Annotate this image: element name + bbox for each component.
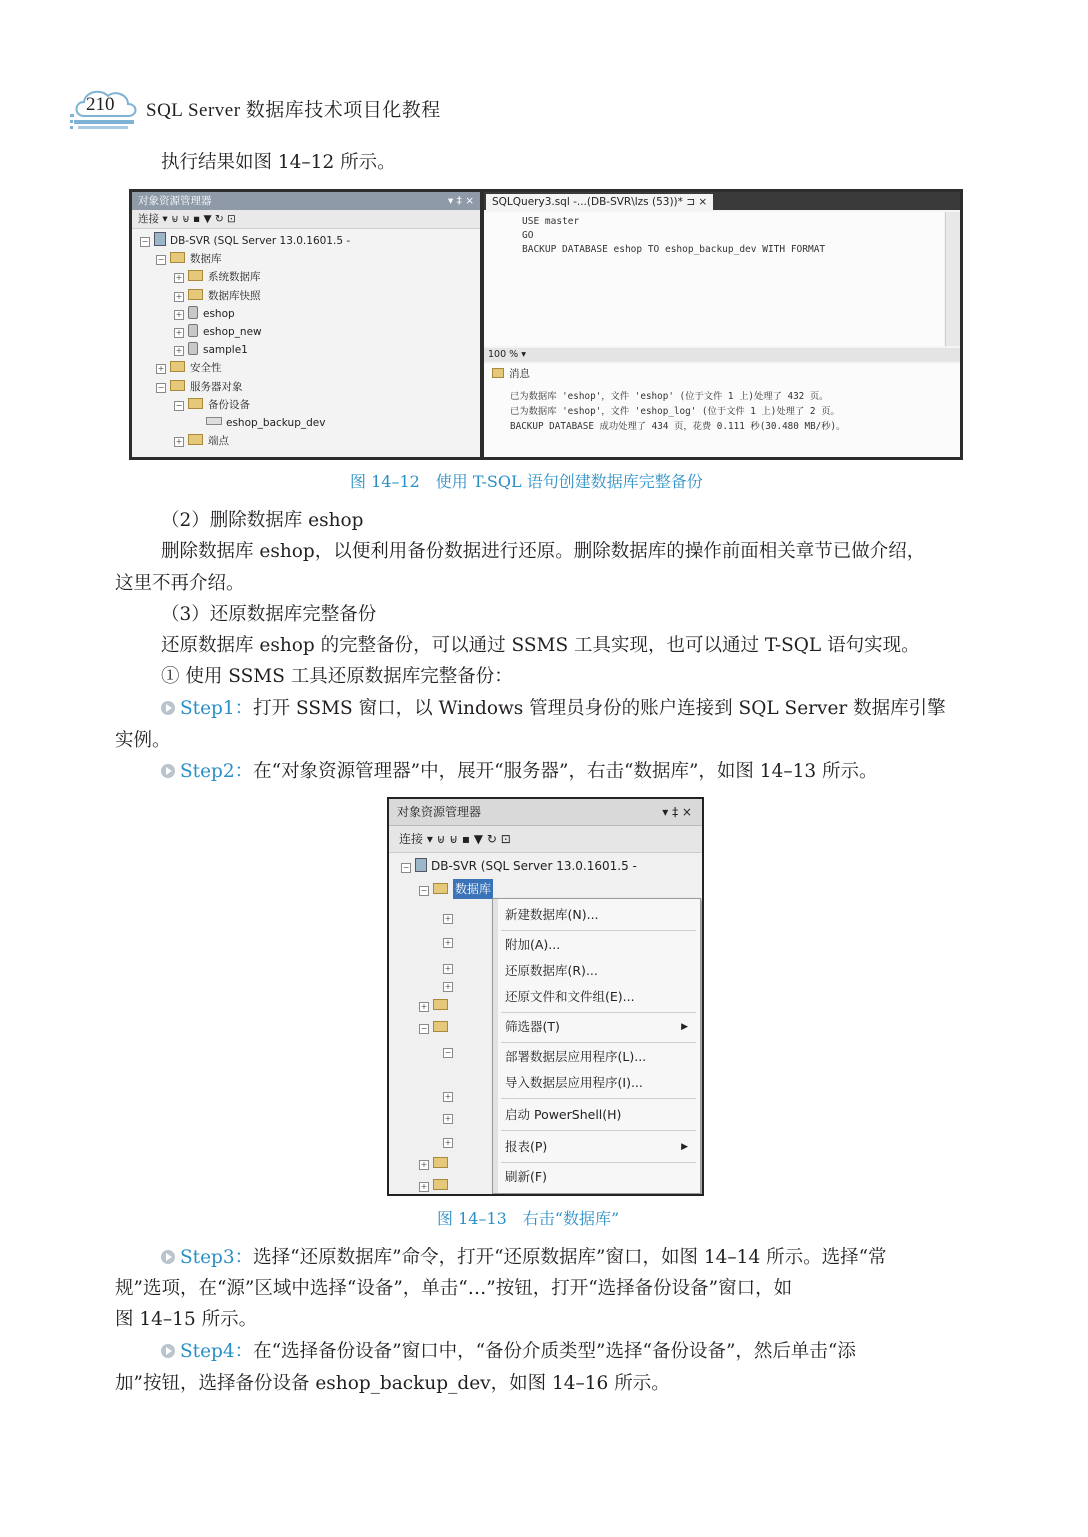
tree-node-eshop[interactable]: + eshop — [175, 307, 235, 320]
collapse-icon[interactable]: − — [402, 863, 410, 872]
expand-icon[interactable]: + — [444, 1114, 452, 1123]
menu-item-deploy-dac[interactable]: 部署数据层应用程序(L)... — [505, 1049, 647, 1064]
play-bullet-icon — [161, 764, 175, 778]
list-item: ① 使用 SSMS 工具还原数据库完整备份： — [161, 666, 513, 687]
expand-icon[interactable]: + — [444, 1092, 452, 1101]
object-explorer-titlebar — [132, 192, 480, 210]
tree-expander — [419, 1175, 453, 1194]
step-label: Step3： — [180, 1247, 254, 1268]
tree-node-system-databases[interactable]: + 系统数据库 — [175, 271, 261, 284]
menu-item-restore-database[interactable]: 还原数据库(R)... — [505, 963, 598, 978]
step-label: Step4： — [180, 1341, 254, 1362]
step-4: Step4：在“选择备份设备”窗口中，“备份介质类型”选择“备份设备”，然后单击“添 — [161, 1340, 856, 1364]
expand-icon[interactable]: + — [175, 291, 183, 301]
play-bullet-icon — [161, 1344, 175, 1358]
object-explorer-panel — [389, 799, 702, 1194]
folder-icon — [433, 883, 448, 894]
tree-expander — [443, 957, 457, 977]
tree-node-eshop-new[interactable]: + eshop_new — [175, 325, 262, 338]
paragraph: 删除数据库 eshop，以便利用备份数据进行还原。删除数据库的操作前面相关章节已做介绍， — [161, 541, 926, 562]
paragraph: 规”选项，在“源”区域中选择“设备”，单击“…”按钮，打开“选择备份设备”窗口，如 — [115, 1278, 793, 1299]
tab-sqlquery3[interactable]: SQLQuery3.sql -...(DB-SVR\lzs (53))* ⊐ × — [486, 194, 713, 210]
page-header — [70, 86, 490, 134]
step-1: Step1：打开 SSMS 窗口，以 Windows 管理员身份的账户连接到 SQL Server 数据库引擎 — [161, 697, 946, 721]
figure-caption-14-13: 图 14–13 右击“数据库” — [437, 1209, 620, 1228]
tree-expander — [419, 1153, 453, 1173]
menu-item-restore-files[interactable]: 还原文件和文件组(E)... — [505, 989, 635, 1004]
expand-icon[interactable]: + — [175, 346, 183, 356]
menu-item-filter[interactable]: 筛选器(T) ▶ — [505, 1013, 692, 1041]
tree-node-backup-devices[interactable]: − 备份设备 — [175, 398, 250, 411]
figure-14-12-screenshot — [129, 189, 963, 460]
paragraph: 加”按钮，选择备份设备 eshop_backup_dev，如图 14–16 所示。 — [115, 1373, 670, 1394]
tree-expander — [443, 1041, 457, 1061]
database-icon — [188, 342, 198, 355]
object-explorer-title: 对象资源管理器 — [138, 195, 212, 207]
tree-node-server-objects[interactable]: − 服务器对象 — [157, 380, 243, 393]
tree-node-server[interactable]: − DB-SVR (SQL Server 13.0.1601.5 - — [402, 859, 637, 873]
collapse-icon[interactable]: − — [444, 1048, 452, 1057]
book-title: SQL Server 数据库技术项目化教程 — [146, 100, 441, 121]
tree-node-db-snapshots[interactable]: + 数据库快照 — [175, 289, 261, 302]
server-icon — [154, 232, 166, 246]
panel-controls-icon[interactable]: ▾ ‡ × — [448, 195, 474, 207]
tree-expander — [443, 1131, 457, 1151]
menu-gutter — [493, 899, 498, 1193]
tree-node-eshop-backup-dev[interactable]: eshop_backup_dev — [132, 414, 480, 432]
object-explorer-title: 对象资源管理器 — [397, 805, 482, 819]
tree-node-databases[interactable] — [419, 879, 493, 899]
tree-node-databases[interactable]: − 数据库 — [157, 253, 222, 266]
tree-expander — [443, 1085, 457, 1105]
section-heading-restore: （3）还原数据库完整备份 — [161, 604, 377, 625]
expand-icon[interactable]: + — [175, 309, 183, 319]
menu-item-reports[interactable]: 报表(P) ▶ — [505, 1133, 692, 1161]
panel-controls-icon[interactable]: ▾ ‡ × — [662, 805, 692, 819]
tree-expander — [443, 931, 457, 951]
message-line: 已为数据库 'eshop'，文件 'eshop_log' (位于文件 1 上)处理了 2 页。 — [510, 406, 840, 417]
step-label: Step2： — [180, 761, 254, 782]
query-editor-panel — [484, 192, 960, 457]
sql-editor[interactable] — [484, 212, 944, 346]
expand-icon[interactable]: + — [420, 1002, 428, 1011]
code-line: BACKUP DATABASE eshop TO eshop_backup_dev WITH FORMAT — [522, 244, 826, 255]
expand-icon[interactable]: + — [444, 914, 452, 923]
collapse-icon[interactable]: − — [175, 400, 183, 410]
message-line: 已为数据库 'eshop'，文件 'eshop' (位于文件 1 上)处理了 432 页。 — [510, 391, 829, 402]
tree-expander — [443, 1107, 457, 1127]
menu-separator — [501, 1098, 696, 1099]
figure-caption-14-12: 图 14–12 使用 T-SQL 语句创建数据库完整备份 — [350, 472, 703, 491]
expand-icon[interactable]: + — [444, 964, 452, 973]
expand-icon[interactable]: + — [420, 1160, 428, 1169]
tree-expander — [419, 1017, 453, 1037]
object-explorer-toolbar[interactable]: 连接 ▾ ⊌ ⊌ ▪ ▼ ↻ ⊡ — [389, 826, 702, 853]
expand-icon[interactable]: + — [444, 1138, 452, 1147]
folder-icon — [170, 361, 185, 372]
step-3: Step3：选择“还原数据库”命令，打开“还原数据库”窗口，如图 14–14 所示。选择“常 — [161, 1246, 887, 1270]
tree-expander — [419, 995, 453, 1015]
collapse-icon[interactable]: − — [157, 255, 165, 265]
messages-pane — [484, 364, 960, 457]
expand-icon[interactable]: + — [157, 364, 165, 374]
folder-icon — [188, 398, 203, 409]
expand-icon[interactable]: + — [444, 982, 452, 991]
play-bullet-icon — [161, 1250, 175, 1264]
paragraph: 这里不再介绍。 — [115, 573, 245, 594]
menu-item-refresh[interactable]: 刷新(F) — [505, 1169, 547, 1184]
folder-icon — [170, 252, 185, 263]
server-icon — [415, 858, 427, 872]
collapse-icon[interactable]: − — [141, 237, 149, 246]
expand-icon[interactable]: + — [175, 327, 183, 337]
folder-icon — [170, 380, 185, 391]
paragraph: 实例。 — [115, 730, 171, 751]
menu-separator — [501, 1130, 696, 1131]
tree-node-security[interactable]: + 安全性 — [157, 362, 222, 375]
code-line: USE master — [522, 216, 580, 227]
intro-text: 执行结果如图 14–12 所示。 — [161, 152, 396, 173]
message-line: BACKUP DATABASE 成功处理了 434 页，花费 0.111 秒(30.480 MB/秒)。 — [510, 421, 846, 432]
expand-icon[interactable]: + — [175, 273, 183, 283]
messages-icon — [492, 368, 504, 378]
backup-device-icon — [206, 417, 222, 425]
menu-item-attach[interactable]: 附加(A)... — [505, 937, 561, 952]
database-icon — [188, 324, 198, 337]
menu-item-powershell[interactable]: 启动 PowerShell(H) — [505, 1107, 622, 1122]
tree-expander — [443, 907, 457, 927]
menu-item-new-database[interactable]: 新建数据库(N)... — [505, 907, 599, 922]
expand-icon[interactable]: + — [420, 1182, 428, 1191]
folder-icon — [433, 999, 448, 1010]
zoom-select[interactable]: 100 % ▾ — [484, 348, 960, 362]
folder-icon — [433, 1179, 448, 1190]
submenu-arrow-icon: ▶ — [681, 1022, 688, 1032]
folder-icon — [188, 270, 203, 281]
object-explorer-toolbar[interactable]: 连接 ▾ ⊌ ⊌ ▪ ▼ ↻ ⊡ — [132, 210, 480, 229]
tree-node-endpoints[interactable]: + 端点 — [175, 435, 229, 448]
step-label: Step1： — [180, 698, 254, 719]
collapse-icon[interactable]: − — [420, 886, 428, 895]
selected-node-label: 数据库 — [453, 879, 493, 899]
step-2: Step2：在“对象资源管理器”中，展开“服务器”，右击“数据库”，如图 14–13 所示。 — [161, 760, 878, 784]
database-icon — [188, 306, 198, 319]
context-menu — [492, 898, 701, 1194]
tree-node-server[interactable]: − DB-SVR (SQL Server 13.0.1601.5 - — [132, 232, 480, 250]
expand-icon[interactable]: + — [444, 938, 452, 947]
code-line: GO — [522, 230, 534, 241]
folder-icon — [188, 434, 203, 445]
object-explorer-panel — [132, 192, 480, 457]
expand-icon[interactable]: + — [175, 437, 183, 447]
paragraph: 还原数据库 eshop 的完整备份，可以通过 SSMS 工具实现，也可以通过 T-SQL 语句实现。 — [161, 635, 920, 656]
collapse-icon[interactable]: − — [157, 382, 165, 392]
tree-node-sample1[interactable]: + sample1 — [175, 344, 248, 357]
messages-tab[interactable]: 消息 — [492, 366, 530, 381]
menu-item-import-dac[interactable]: 导入数据层应用程序(I)... — [505, 1075, 643, 1090]
folder-icon — [188, 289, 203, 300]
section-heading-delete: （2）删除数据库 eshop — [161, 510, 364, 531]
page-number: 210 — [86, 94, 115, 115]
object-explorer-titlebar — [389, 799, 702, 826]
play-bullet-icon — [161, 701, 175, 715]
figure-14-13-screenshot — [387, 797, 704, 1196]
tree-expander — [443, 975, 457, 995]
collapse-icon[interactable]: − — [420, 1024, 428, 1033]
editor-scrollbar[interactable] — [945, 212, 960, 346]
object-tree — [132, 229, 480, 450]
folder-icon — [433, 1021, 448, 1032]
submenu-arrow-icon: ▶ — [681, 1142, 688, 1152]
paragraph: 图 14–15 所示。 — [115, 1309, 258, 1330]
folder-icon — [433, 1157, 448, 1168]
